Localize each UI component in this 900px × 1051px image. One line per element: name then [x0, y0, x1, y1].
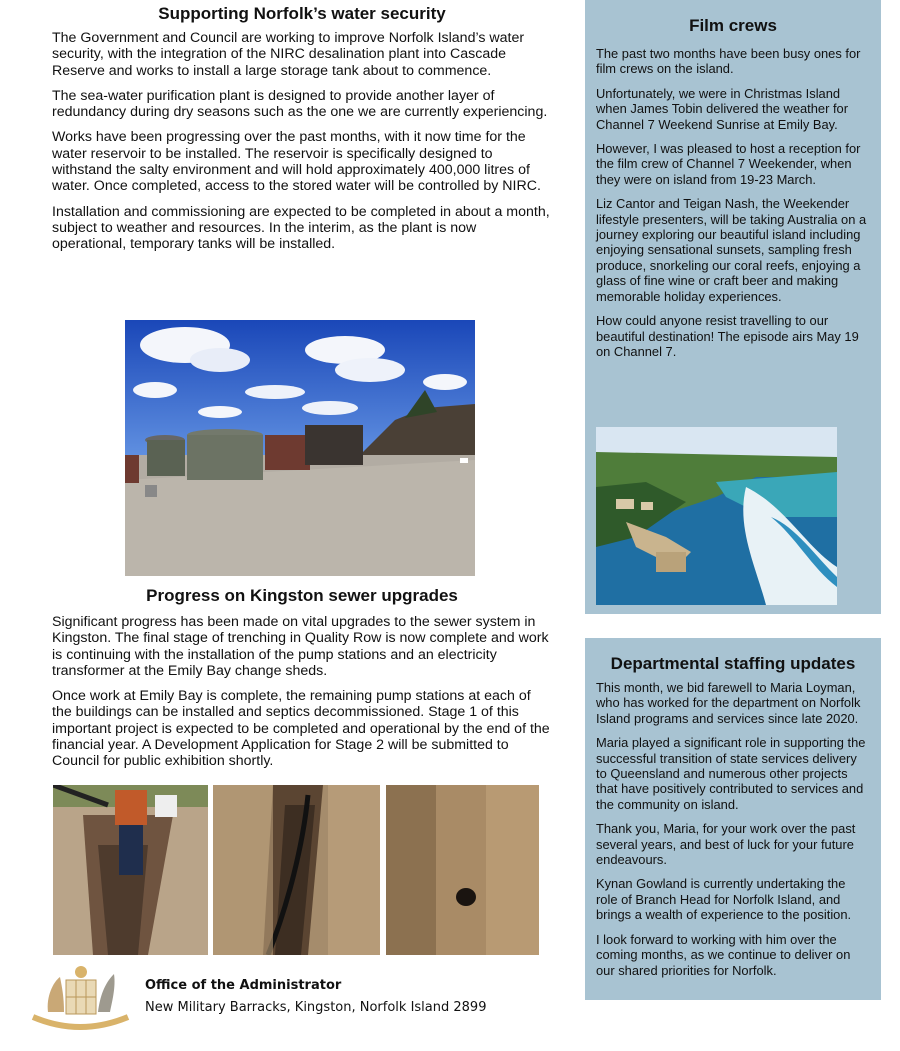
staffing-panel [585, 638, 881, 1000]
main-column [52, 0, 552, 262]
office-name: Office of the Administrator [145, 978, 342, 993]
sewer-paragraph-2: Once work at Emily Bay is complete, the remaining pump stations at each of the buildings can be installed and septics decommissioned. Stage 1 of this important project is expected to be completed and operational by the end of the financial year. A Development Application for Stage 2 will be submitted to Council for public exhibition shortly. [52, 688, 550, 770]
staffing-paragraph-2: Maria played a significant role in supporting the successful transition of state services delivery to Queensland and numerous other projects that have positively contributed to services and the community on island. [596, 735, 866, 812]
film-paragraph-1: The past two months have been busy ones for film crews on the island. [596, 46, 861, 77]
sewer-heading: Progress on Kingston sewer upgrades [146, 586, 458, 605]
emily-bay-aerial-photo [596, 427, 837, 605]
film-paragraph-4: Liz Cantor and Teigan Nash, the Weekender lifestyle presenters, will be taking Australia on a journey exploring our beautiful island including enjoying sensational sunsets, sampling fresh produce, snorkeling our coral reefs, enjoying a glass of fine wine or craft beer and making memorable holiday experiences. [596, 196, 867, 304]
staffing-paragraph-1: This month, we bid farewell to Maria Loyman, who has worked for the department on Norfolk Island programs and services since late 2020. [596, 680, 861, 726]
water-paragraph-2: The sea-water purification plant is designed to provide another layer of redundancy during dry seasons such as the one we are currently experiencing. [52, 87, 548, 121]
staffing-paragraph-4: Kynan Gowland is currently undertaking the role of Branch Head for Norfolk Island, and brings a wealth of experience to the position. [596, 876, 852, 923]
trench-photo-pipe [213, 785, 380, 955]
sewer-paragraph-1: Significant progress has been made on vital upgrades to the sewer system in Kingston. The final stage of trenching in Quality Row is now complete and work is continuing with the installation of the pump stations and an electricity transformer at the Emily Bay change sheds. [52, 614, 549, 679]
staffing-paragraph-3: Thank you, Maria, for your work over the past several years, and best of luck for your future endeavours. [596, 821, 856, 868]
trench-photo-hole [386, 785, 539, 955]
water-paragraph-3: Works have been progressing over the past months, with it now time for the water reservoir to be installed. The reservoir is specifically designed to withstand the salty environment and will hold approximately 400,000 litres of water. Once completed, access to the stored water will be controlled by NIRC. [52, 129, 541, 195]
water-security-heading: Supporting Norfolk’s water security [158, 4, 446, 23]
desalination-plant-photo [125, 320, 475, 576]
staffing-paragraph-5: I look forward to working with him over the coming months, as we continue to deliver on our shared priorities for Norfolk. [596, 931, 851, 978]
film-paragraph-3: However, I was pleased to host a reception for the film crew of Channel 7 Weekender, when they were on island from 19-23 March. [596, 141, 861, 187]
film-paragraph-5: How could anyone resist travelling to our beautiful destination! The episode airs May 19 on Channel 7. [596, 313, 859, 359]
trench-photo-worker [53, 785, 208, 955]
staffing-heading: Departmental staffing updates [610, 654, 856, 673]
office-address: New Military Barracks, Kingston, Norfolk Island 2899 [145, 1000, 487, 1015]
coat-of-arms-logo [28, 962, 133, 1032]
water-paragraph-1: The Government and Council are working to improve Norfolk Island’s water security, with the integration of the NIRC desalination plant into Cascade Reserve and works to install a large storage tank about to commence. [52, 30, 525, 79]
water-paragraph-4: Installation and commissioning are expected to be completed in about a month, subject to weather and resources. In the interim, as the plant is now operational, temporary tanks will be installed. [52, 203, 550, 253]
film-crews-heading: Film crews [689, 16, 777, 35]
film-paragraph-2: Unfortunately, we were in Christmas Island when James Tobin delivered the weather for Channel 7 Weekend Sunrise at Emily Bay. [596, 85, 848, 132]
sewer-section [52, 582, 552, 779]
